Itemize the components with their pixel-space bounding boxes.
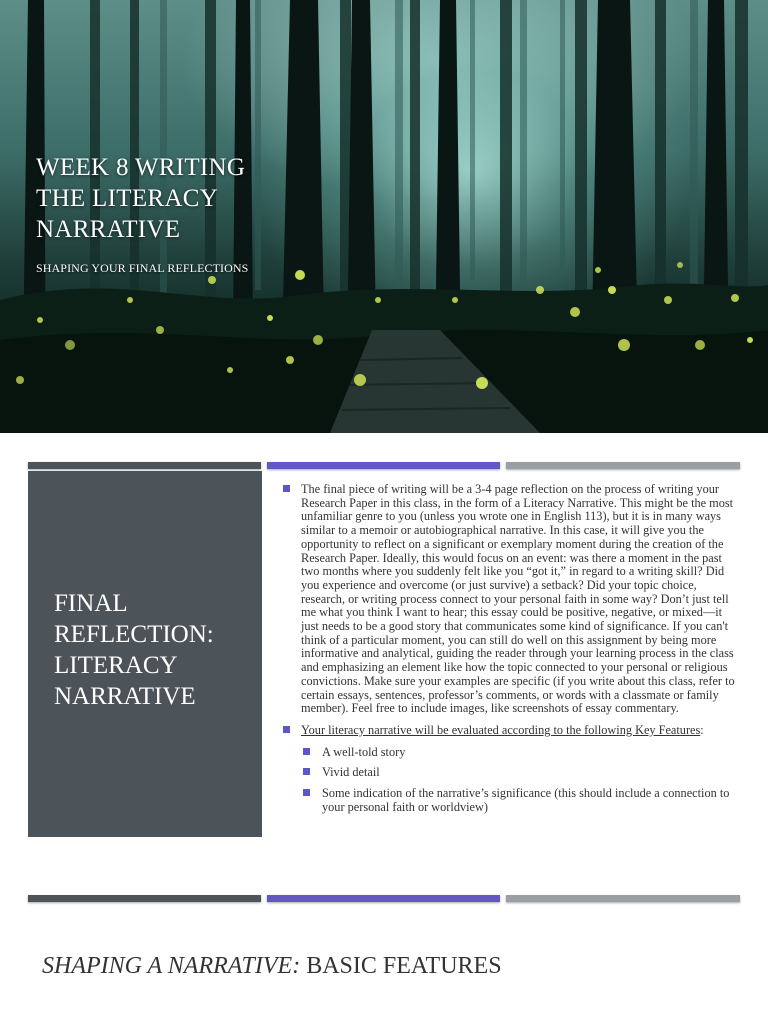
title-block <box>36 152 296 276</box>
presentation-title <box>36 152 296 245</box>
slide-title-panel <box>28 471 262 837</box>
bullet-item <box>283 724 735 738</box>
accent-bar-purple <box>267 895 500 902</box>
accent-bar-dark <box>28 462 261 469</box>
title-line: THE LITERACY <box>36 185 219 212</box>
title-line: WEEK 8 WRITING <box>36 154 246 181</box>
bullet-square-icon <box>303 768 310 775</box>
slide-title-line: REFLECTION: <box>54 621 214 648</box>
slide-title-line: FINAL <box>54 590 128 617</box>
key-features-colon: : <box>700 722 704 737</box>
slide-title-rest: BASIC FEATURES <box>300 953 502 979</box>
slide-title-line: LITERACY <box>54 652 178 679</box>
slide-title-line: NARRATIVE <box>54 683 196 710</box>
bullet-square-icon <box>303 748 310 755</box>
accent-bar-gray <box>506 462 740 469</box>
assignment-description: The final piece of writing will be a 3-4 page reflection on the process of writing your Research Paper in this class, in the form of a Literacy Narrative. This might be the most unfamiliar genre to you (unless you wrote one in English 113), but it is in many ways similar to a memoir or autobiographical narrative. In this case, it will give you the opportunity to reflect on a significant or exemplary moment during the creation of the Research Paper. Ideally, this would focus on an event: was there a moment in the past two months where you suddenly felt like you “got it,” in regard to a writing skill? Did you experience and overcome (or just survive) a setback? Did your topic choice, research, or writing process connect to your personal faith in some way? Don’t just tell me what you think I want to hear; this essay could be positive, negative, or mixed—it just needs to be a good story that communicates some kind of significance. If you can't think of a particular moment, you can still do well on this assignment by being more informative and analytical, guiding the reader through your learning process in the class and emphasizing an element like how the topic connected to your personal or religious convictions. Make sure your examples are specific (if you write about this class, refer to certain essays, sentences, professor’s comments, or words with a classmate or family member). Feel free to include images, like screenshots of essay commentary. <box>301 482 735 716</box>
key-feature: Some indication of the narrative’s significance (this should include a connection to your personal faith or worldview) <box>322 786 730 814</box>
slide-title-italic: SHAPING A NARRATIVE: <box>42 953 301 979</box>
slide-body <box>283 483 735 821</box>
slide-title <box>42 953 502 980</box>
sub-bullet-item <box>303 746 735 760</box>
sub-bullet-item <box>303 787 735 814</box>
bullet-square-icon <box>303 789 310 796</box>
key-feature: A well-told story <box>322 744 406 759</box>
accent-bar-purple <box>267 462 500 469</box>
sub-bullet-item <box>303 766 735 780</box>
bullet-square-icon <box>283 485 290 492</box>
slide-title <box>54 588 214 712</box>
key-features-intro: Your literacy narrative will be evaluated according to the following Key Features <box>301 722 701 737</box>
key-feature: Vivid detail <box>322 765 380 780</box>
title-slide <box>0 0 768 433</box>
title-line: NARRATIVE <box>36 216 181 243</box>
bullet-item <box>283 483 735 716</box>
accent-bar-dark <box>28 895 261 902</box>
accent-bar-gray <box>506 895 740 902</box>
presentation-subtitle: SHAPING YOUR FINAL REFLECTIONS <box>36 261 249 275</box>
bullet-square-icon <box>283 726 290 733</box>
